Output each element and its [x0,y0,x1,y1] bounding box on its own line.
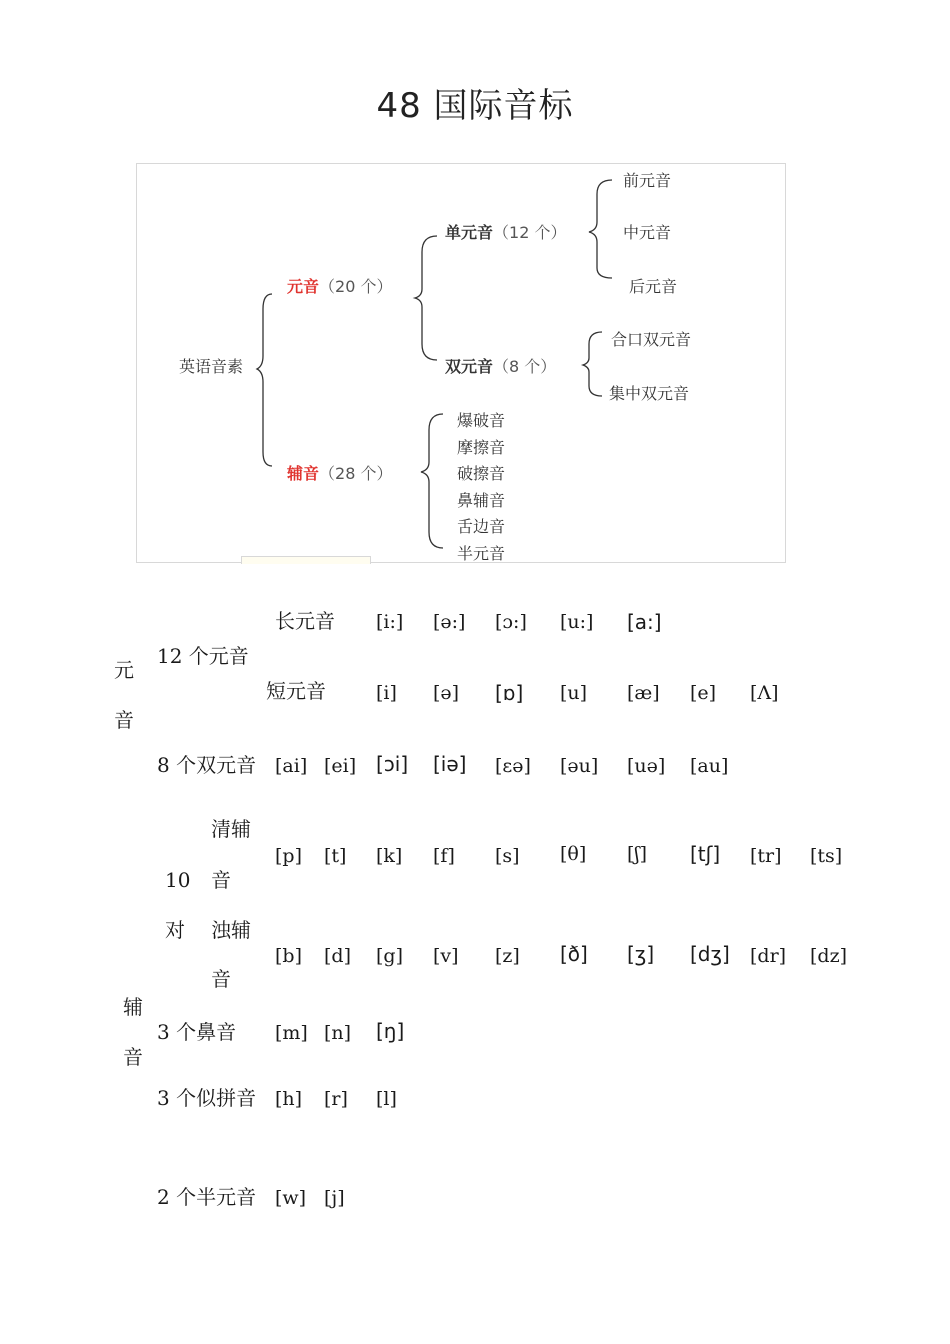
voiceless-label-2: 音 [211,868,231,892]
consonant-node-count: （28 个） [319,464,393,483]
voiceless-consonant: [tʃ] [690,842,721,866]
voiceless-consonant: [tr] [750,845,782,867]
consonant-group-label-1: 辅 [123,995,143,1019]
vowel-brace [415,236,437,360]
short-vowel: [æ] [627,682,660,704]
diphthong: [әu] [560,755,599,777]
mono-type-central: 中元音 [623,223,672,242]
long-vowel: [a:] [627,610,662,634]
mono-type-front: 前元音 [623,171,672,190]
mono-type-back: 后元音 [629,277,678,296]
voiced-consonant: [b] [275,945,302,967]
consonant-group-label-2: 音 [123,1045,143,1069]
page-title: 48 国际音标 [376,86,574,126]
diphthong: [au] [690,755,729,777]
short-vowel: [e] [690,682,717,704]
cons-type-nasal: 鼻辅音 [457,491,506,510]
diagram-tab-decoration [241,556,371,564]
voiceless-label-1: 清辅 [211,817,251,841]
liquid-consonant: [l] [376,1088,397,1110]
voiced-consonant: [z] [495,945,520,967]
cons-type-plosive: 爆破音 [457,411,506,430]
cons-type-fricative: 摩擦音 [457,438,506,457]
voiceless-consonant: [k] [376,845,403,867]
consonant-node-label: 辅音 [287,464,320,483]
voiceless-consonant: [θ] [560,843,587,865]
short-vowel: [i] [376,682,397,704]
twelve-vowels-label: 12 个元音 [157,644,249,668]
voiceless-consonant: [ts] [810,845,843,867]
voiced-consonant: [d] [324,945,351,967]
voiced-consonant: [g] [376,945,403,967]
monophthong-node [445,220,566,243]
cons-type-affricate: 破擦音 [457,464,506,483]
monophthong-node-count: （12 个） [493,223,567,242]
diphthong: [ai] [275,755,308,777]
voiced-consonant: [ð] [560,942,588,966]
long-vowel: [u:] [560,611,594,633]
monophthong-brace [589,180,612,278]
long-vowel: [ә:] [433,611,466,633]
vowel-node [287,274,392,297]
liquid-consonant: [r] [324,1088,348,1110]
diph-type-centering: 集中双元音 [609,384,690,403]
long-vowels-label: 长元音 [275,609,335,633]
voiced-consonant: [ʒ] [627,942,655,966]
monophthong-node-label: 单元音 [445,223,494,242]
semivowel: [j] [324,1187,345,1209]
semivowel-label: 2 个半元音 [157,1185,257,1209]
voiced-consonant: [dʒ] [690,942,730,966]
root-node: 英语音素 [179,357,244,376]
nasal-consonant: [ŋ] [376,1019,405,1043]
short-vowels-label: 短元音 [266,679,326,703]
voiceless-consonant: [s] [495,845,520,867]
diphthongs-label: 8 个双元音 [157,753,257,777]
diph-type-closing: 合口双元音 [611,330,692,349]
ten-pairs-label-2: 对 [165,918,185,942]
voiced-consonant: [dz] [810,945,847,967]
diphthong-node-count: （8 个） [493,357,557,376]
voiceless-consonant: [f] [433,845,455,867]
long-vowel: [i:] [376,611,404,633]
diphthong: [ei] [324,755,357,777]
cons-type-semivowel: 半元音 [457,544,506,563]
diphthong-node [445,354,556,377]
voiced-label-1: 浊辅 [211,918,251,942]
ten-pairs-label-1: 10 [165,868,191,892]
diphthong: [ɔi] [376,752,409,776]
short-vowel: [u] [560,682,588,704]
short-vowel: [Λ] [750,682,779,704]
voiceless-consonant: [t] [324,845,347,867]
nasal-consonant: [m] [275,1022,308,1044]
short-vowel: [ɒ] [495,681,524,705]
semivowel: [w] [275,1187,307,1209]
voiced-label-2: 音 [211,967,231,991]
consonant-brace [421,414,443,548]
diphthong: [εә] [495,755,531,777]
short-vowel: [ә] [433,682,460,704]
diphthong: [iə] [433,752,467,776]
liquid-label: 3 个似拼音 [157,1086,257,1110]
root-brace [257,294,272,466]
voiced-consonant: [v] [433,945,459,967]
vowel-group-label-2: 音 [114,708,134,732]
liquid-consonant: [h] [275,1088,303,1110]
nasal-consonant: [n] [324,1022,352,1044]
vowel-node-label: 元音 [287,277,320,296]
nasal-label: 3 个鼻音 [157,1020,237,1044]
diphthong-brace [583,332,602,396]
voiceless-consonant: [p] [275,845,302,867]
voiceless-consonant: [ʃ] [627,843,647,865]
diphthong-node-label: 双元音 [445,357,494,376]
vowel-group-label-1: 元 [114,658,134,682]
voiced-consonant: [dr] [750,945,787,967]
long-vowel: [ɔ:] [495,611,527,633]
diphthong: [uə] [627,755,666,777]
cons-type-lateral: 舌边音 [457,517,506,536]
vowel-node-count: （20 个） [319,277,393,296]
consonant-node [287,461,392,484]
phoneme-tree-diagram [136,163,786,563]
